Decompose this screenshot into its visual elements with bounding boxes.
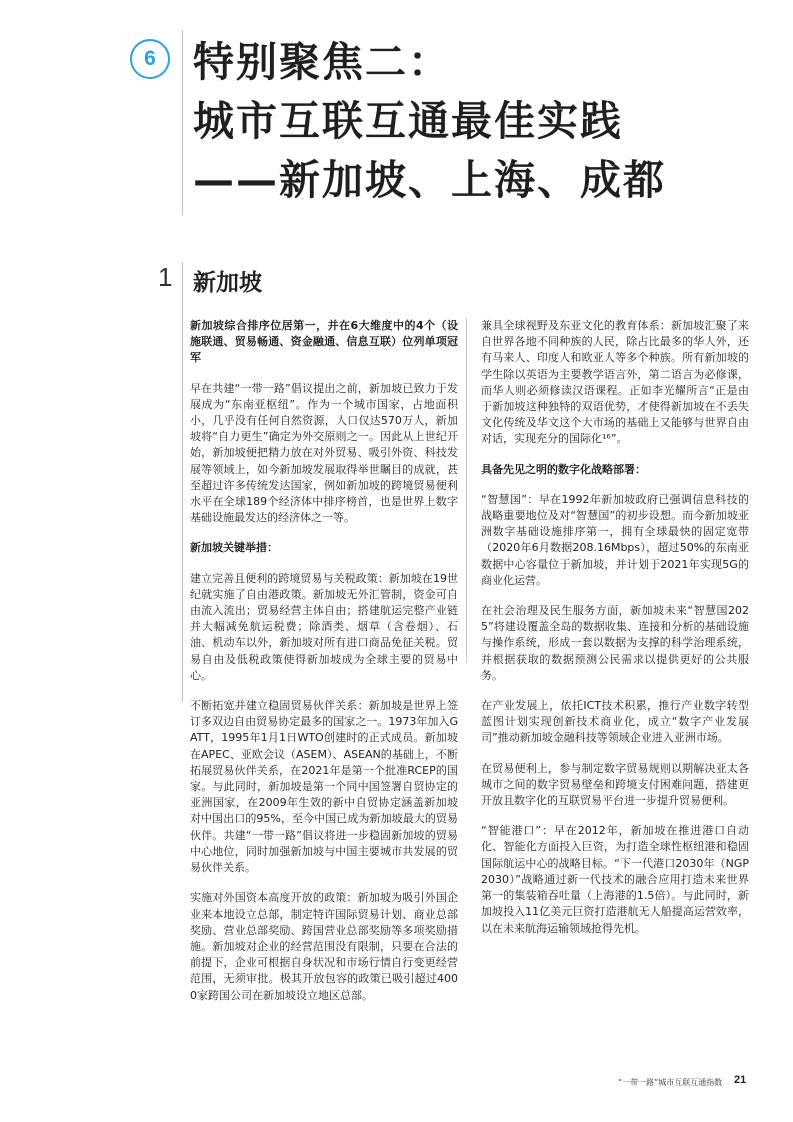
- paragraph: 实施对外国资本高度开放的政策：新加坡为吸引外国企业来本地设立总部，制定特许国际贸易计划、商业总部奖励、营业总部奖励、跨国营业总部奖励等多项奖励措施。新加坡对企业的经营范围没有限制，只要在合法的前提下，企业可根据自身状况和市场行情自行变更经营范围，无须审批。极其开放包容的政策已吸引超过4000家跨国公司在新加坡设立地区总部。: [190, 891, 458, 1002]
- paragraph: 在贸易便利上，参与制定数字贸易规则以期解决亚太各城市之间的数字贸易壁垒和跨境支付困难问题，搭建更开放且数字化的互联贸易平台进一步提升贸易便利。: [481, 761, 749, 808]
- right-column: [481, 318, 749, 951]
- paragraph: 具备先见之明的数字化战略部署：: [481, 462, 646, 476]
- page-title-line-3: ——新加坡、上海、成都: [193, 156, 666, 204]
- page-title-line-2: 城市互联互通最佳实践: [193, 97, 623, 145]
- title-divider: [182, 30, 183, 215]
- paragraph: 建立完善且便利的跨境贸易与关税政策：新加坡在19世纪就实施了自由港政策。新加坡无外汇管制，资金可自由流入流出；贸易经营主体自由；搭建航运完整产业链并大幅减免航运税费；除酒类、烟草（含卷烟）、石油、机动车以外，新加坡对所有进口商品免征关税。贸易自由及低税政策使得新加坡成为全球主要的贸易中心。: [190, 571, 458, 682]
- page-title-line-1: 特别聚焦二：: [193, 38, 451, 86]
- chapter-number-badge: [130, 39, 170, 79]
- paragraph: 兼具全球视野及东亚文化的教育体系：新加坡汇聚了来自世界各地不同种族的人民，除占比最多的华人外，还有马来人、印度人和欧亚人等多个种族。所有新加坡的学生除以英语为主要教学语言外，第二语言为必修课，而华人则必须修读汉语课程。正如李光耀所言“正是由于新加坡这种独特的双语优势，才使得新加坡在不丢失文化传统及华文这个大市场的基础上又能够与世界自由对话，实现充分的国际化¹⁶”。: [481, 319, 749, 446]
- paragraph: 不断拓宽并建立稳固贸易伙伴关系：新加坡是世界上签订多双边自由贸易协定最多的国家之一。1973年加入GATT，1995年1月1日WTO创建时的正式成员。新加坡在APEC、亚欧会议（ASEM）、ASEAN的基础上，不断拓展贸易伙伴关系，在2021年是第一个批准RCEP的国家。与此同时，新加坡是第一个同中国签署自贸协定的亚洲国家，在2009年生效的新中自贸协定涵盖新加坡对中国出口的95%，至今中国已成为新加坡最大的贸易伙伴。共建“一带一路”倡议将进一步稳固新加坡的贸易中心地位，同时加强新加坡与中国主要城市共发展的贸易伙伴关系。: [190, 699, 458, 875]
- chapter-number: 6: [144, 47, 156, 70]
- section-title: 新加坡: [193, 270, 262, 296]
- section-divider: [182, 262, 183, 702]
- footer-publication-name: “一带一路”城市互联互通指数: [618, 1078, 723, 1087]
- paragraph: 在社会治理及民生服务方面，新加坡未来“智慧国2025”将建设覆盖全岛的数据收集、连接和分析的基础设施与操作系统，形成一套以数据为支撑的科学治理系统，并根据获取的数据预测公民需求以提供更好的公共服务。: [481, 604, 749, 682]
- paragraph: 新加坡综合排序位居第一，并在6大维度中的4个（设施联通、贸易畅通、资金融通、信息互联）位列单项冠军: [190, 319, 458, 365]
- paragraph: “智能港口”：早在2012年，新加坡在推进港口自动化、智能化方面投入巨资，为打造全球性枢纽港和稳固国际航运中心的战略目标。“下一代港口2030年（NGP2030）”战略通过新一代技术的融合应用打造未来世界第一的集装箱吞吐量（上海港的1.5倍）。与此同时，新加坡投入11亿美元巨资打造港航无人船提高运营效率，以在未来航海运输领域抢得先机。: [481, 824, 749, 935]
- section-number: 1: [158, 262, 173, 292]
- column-divider: [466, 318, 467, 663]
- left-column: [190, 318, 458, 1018]
- paragraph: 新加坡关键举措：: [190, 541, 278, 555]
- page-number: 21: [734, 1074, 747, 1086]
- paragraph: 早在共建“一带一路”倡议提出之前，新加坡已致力于发展成为“东南亚枢纽”。作为一个城市国家，占地面积小，几乎没有任何自然资源，人口仅达570万人，新加坡将“自力更生”确定为外交原则之一。因此从上世纪开始，新加坡便把精力放在对外贸易、吸引外资、科技发展等领域上，如今新加坡发展取得举世瞩目的成就，甚至超过许多传统发达国家，例如新加坡的跨境贸易便利水平在全球189个经济体中排序榜首，也是世界上数字基础设施最发达的经济体之一等。: [190, 381, 458, 525]
- paragraph: 在产业发展上，依托ICT技术积累，推行产业数字转型蓝图计划实现创新技术商业化，成立“数字产业发展司”推动新加坡金融科技等领域企业进入亚洲市场。: [481, 699, 749, 745]
- paragraph: “智慧国”：早在1992年新加坡政府已强调信息科技的战略重要地位及对“智慧国”的初步设想。而今新加坡亚洲数字基础设施排序第一，拥有全球最快的固定宽带（2020年6月数据208.16Mbps），超过50%的东南亚数据中心容量位于新加坡，并计划于2021年实现5G的商业化运营。: [481, 492, 749, 587]
